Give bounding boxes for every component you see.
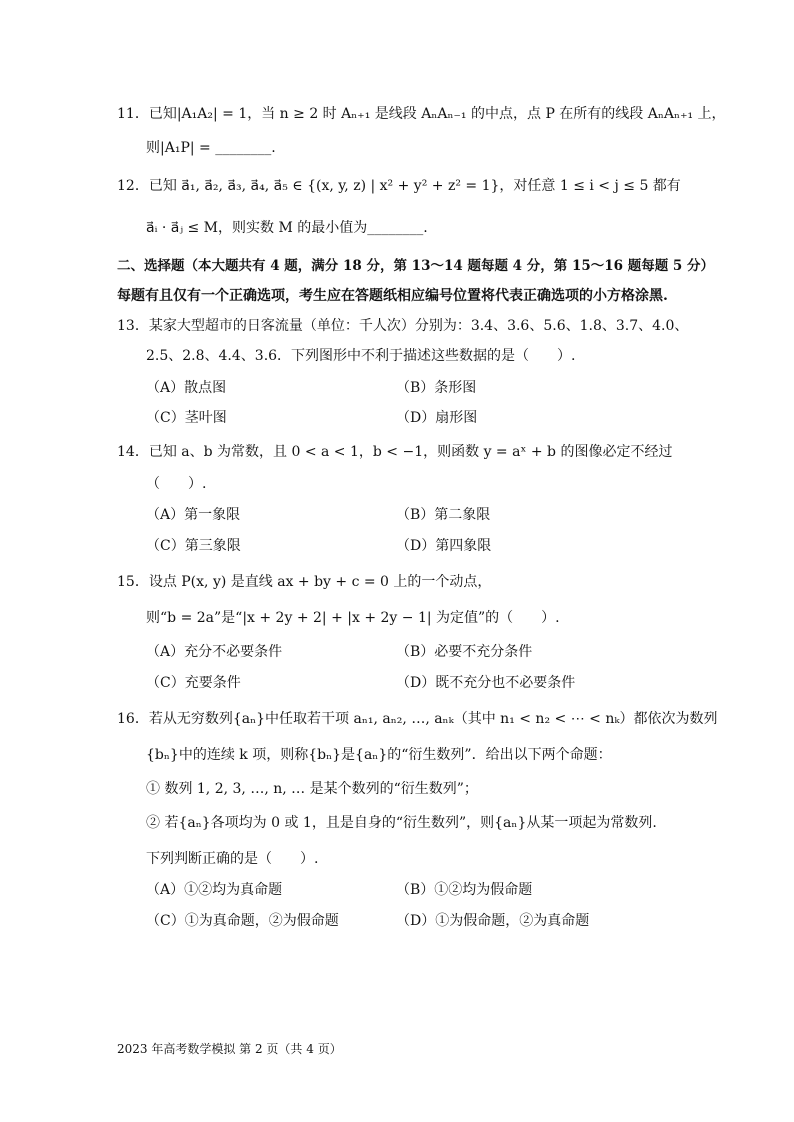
q12-line1: 12．已知 a⃗₁, a⃗₂, a⃗₃, a⃗₄, a⃗₅ ∈ {(x, y, z) | x² + y² + z² = 1}，对任意 1 ≤ i < j ≤ 5 都有 bbox=[117, 178, 681, 194]
q13-option-c: （C）茎叶图 bbox=[146, 410, 227, 426]
q16-line4: ② 若{aₙ}各项均为 0 或 1，且是自身的“衍生数列”，则{aₙ}从某一项起为常数列. bbox=[146, 815, 657, 831]
q15-line1: 15．设点 P(x, y) 是直线 ax + by + c = 0 上的一个动点， bbox=[117, 574, 492, 590]
q13-option-b: （B）条形图 bbox=[396, 380, 477, 396]
q14-option-a: （A）第一象限 bbox=[146, 507, 241, 523]
q14-option-c: （C）第三象限 bbox=[146, 538, 241, 554]
page-footer: 2023 年高考数学模拟 第 2 页（共 4 页） bbox=[117, 1042, 342, 1056]
q14-option-b: （B）第二象限 bbox=[396, 507, 491, 523]
q15-option-d: （D）既不充分也不必要条件 bbox=[396, 675, 576, 691]
q16-option-c: （C）①为真命题，②为假命题 bbox=[146, 913, 339, 929]
q14-option-d: （D）第四象限 bbox=[396, 538, 492, 554]
q12-line2: a⃗ᵢ · a⃗ⱼ ≤ M，则实数 M 的最小值为________. bbox=[146, 220, 428, 236]
q16-option-a: （A）①②均为真命题 bbox=[146, 882, 283, 898]
q16-line1: 16．若从无穷数列{aₙ}中任取若干项 aₙ₁, aₙ₂, …, aₙₖ（其中 n₁ < n₂ < ⋯ < nₖ）都依次为数列 bbox=[117, 711, 718, 727]
q16-option-b: （B）①②均为假命题 bbox=[396, 882, 533, 898]
q11-line1: 11．已知|A₁A₂| = 1，当 n ≥ 2 时 Aₙ₊₁ 是线段 AₙAₙ₋₁ 的中点，点 P 在所有的线段 AₙAₙ₊₁ 上， bbox=[117, 106, 726, 122]
section2-heading: 二、选择题（本大题共有 4 题，满分 18 分，第 13～14 题每题 4 分，第 15～16 题每题 5 分） bbox=[117, 258, 715, 274]
q13-line2: 2.5、2.8、4.4、3.6．下列图形中不利于描述这些数据的是（ ）. bbox=[146, 348, 576, 364]
q14-line2: （ ）. bbox=[146, 476, 207, 492]
q13-option-d: （D）扇形图 bbox=[396, 410, 478, 426]
q15-option-b: （B）必要不充分条件 bbox=[396, 644, 533, 660]
q16-line3: ① 数列 1, 2, 3, …, n, … 是某个数列的“衍生数列”； bbox=[146, 781, 478, 797]
section2-instruction: 每题有且仅有一个正确选项，考生应在答题纸相应编号位置将代表正确选项的小方格涂黑. bbox=[117, 288, 668, 304]
q13-option-a: （A）散点图 bbox=[146, 380, 227, 396]
q11-line2: 则|A₁P| = ________. bbox=[146, 140, 276, 156]
q13-line1: 13．某家大型超市的日客流量（单位：千人次）分别为：3.4、3.6、5.6、1.8、3.7、4.0、 bbox=[117, 318, 689, 334]
q15-option-c: （C）充要条件 bbox=[146, 675, 241, 691]
q14-line1: 14．已知 a、b 为常数，且 0 < a < 1，b < −1，则函数 y = aˣ + b 的图像必定不经过 bbox=[117, 444, 673, 460]
q16-line2: {bₙ}中的连续 k 项，则称{bₙ}是{aₙ}的“衍生数列”．给出以下两个命题： bbox=[146, 747, 612, 763]
q15-option-a: （A）充分不必要条件 bbox=[146, 644, 283, 660]
q16-line5: 下列判断正确的是（ ）. bbox=[146, 851, 319, 867]
q16-option-d: （D）①为假命题，②为真命题 bbox=[396, 913, 590, 929]
q15-line2: 则“b = 2a”是“|x + 2y + 2| + |x + 2y − 1| 为定值”的（ ）. bbox=[146, 610, 560, 626]
